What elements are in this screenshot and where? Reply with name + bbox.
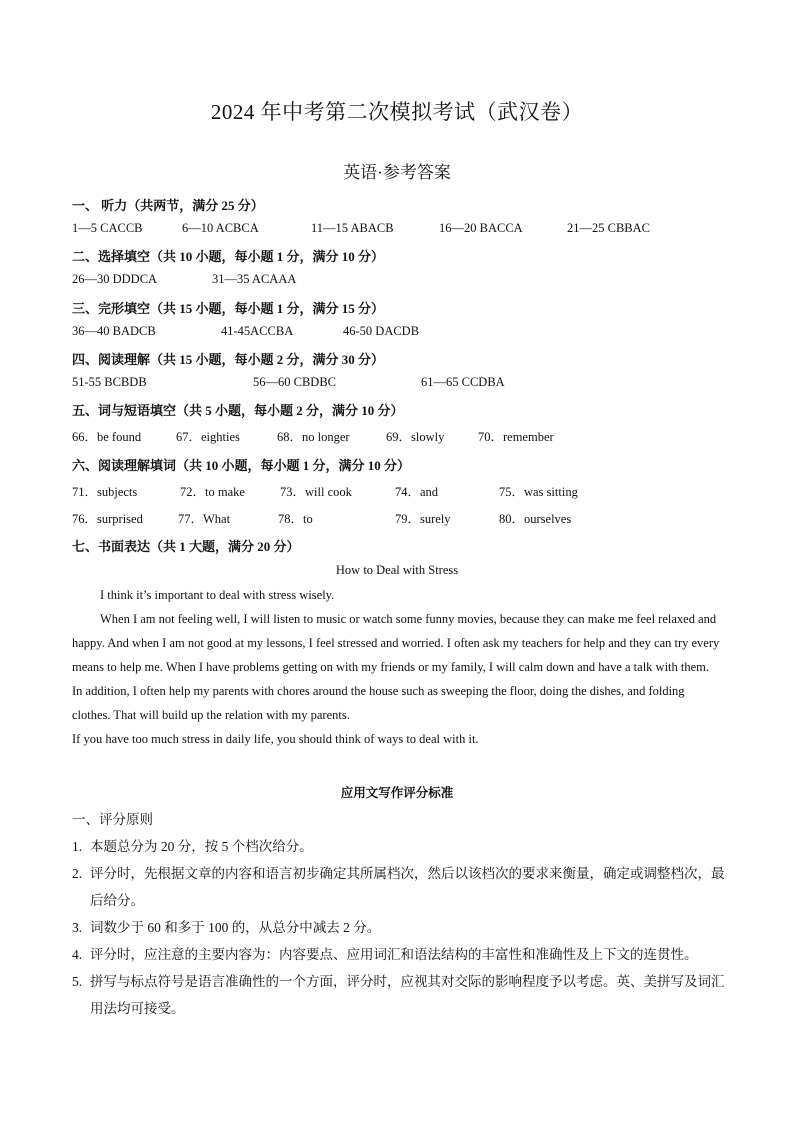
scoring-item-text: 评分时，先根据文章的内容和语言初步确定其所属档次，然后以该档次的要求来衡量，确定或调整档次，最后给分。: [90, 866, 725, 908]
answer-item: 78．to: [278, 512, 313, 526]
answer-item: 73．will cook: [280, 485, 352, 499]
answer-group: 46-50 DACDB: [343, 324, 420, 338]
section-heading-multiple-choice: 二、选择填空（共 10 小题，每小题 1 分，满分 10 分）: [72, 249, 385, 264]
scoring-item-number: 2.: [72, 866, 83, 881]
answer-item: 67．eighties: [176, 430, 240, 444]
answer-group: 41-45ACCBA: [221, 324, 294, 338]
page-subtitle: 英语·参考答案: [343, 163, 451, 182]
answer-group: 6—10 ACBCA: [182, 221, 259, 235]
answer-group: 31—35 ACAAA: [212, 272, 297, 286]
answer-group: 21—25 CBBAC: [567, 221, 651, 235]
essay-paragraph-2: When I am not feeling well, I will listen to music or watch some funny movies, because they can make me feel relaxed and happy. And when I am not good at my lessons, I feel stressed and worried. I often ask my teachers for help and they can try every means to help me. When I have problems getting on with my friends or my family, I will calm down and have a talk with them. In addition, I often help my parents with chores around the house such as sweeping the floor, doing the dishes, and folding clothes. That will build up the relation with my parents.: [72, 612, 720, 722]
scoring-item: [72, 941, 727, 968]
answer-item: 74．and: [395, 485, 439, 499]
answer-item: 68．no longer: [277, 430, 350, 444]
answer-group: 36—40 BADCB: [72, 324, 156, 338]
answer-item: 71．subjects: [72, 485, 138, 499]
answer-item: 70．remember: [478, 430, 554, 444]
answer-item: 72．to make: [180, 485, 245, 499]
scoring-item-number: 5.: [72, 974, 83, 989]
essay-paragraph-1: I think it’s important to deal with stress wisely.: [100, 588, 335, 602]
answer-group: 61—65 CCDBA: [421, 375, 505, 389]
answer-item: 69．slowly: [386, 430, 445, 444]
answer-group: 1—5 CACCB: [72, 221, 143, 235]
scoring-item: [72, 968, 727, 1022]
answer-item: 76．surprised: [72, 512, 143, 526]
essay-title: How to Deal with Stress: [335, 563, 459, 577]
section-heading-listening: 一、 听力（共两节，满分 25 分）: [72, 198, 264, 213]
answer-group: 26—30 DDDCA: [72, 272, 158, 286]
answer-item: 75．was sitting: [499, 485, 578, 499]
section-heading-word-fill: 五、词与短语填空（共 5 小题，每小题 2 分，满分 10 分）: [72, 403, 404, 418]
answer-group: 16—20 BACCA: [439, 221, 523, 235]
section-heading-reading-fill: 六、阅读理解填词（共 10 小题，每小题 1 分，满分 10 分）: [72, 458, 411, 473]
section-heading-reading: 四、阅读理解（共 15 小题，每小题 2 分，满分 30 分）: [72, 352, 385, 367]
answer-item: 77．What: [178, 512, 231, 526]
page-title: 2024 年中考第二次模拟考试（武汉卷）: [210, 100, 584, 124]
scoring-item-text: 本题总分为 20 分，按 5 个档次给分。: [90, 839, 313, 854]
scoring-item: [72, 914, 727, 941]
answer-item: 79．surely: [395, 512, 451, 526]
answer-item: 66．be found: [72, 430, 142, 444]
section-heading-cloze: 三、完形填空（共 15 小题，每小题 1 分，满分 15 分）: [72, 301, 385, 316]
answer-group: 51-55 BCBDB: [72, 375, 147, 389]
scoring-item-text: 拼写与标点符号是语言准确性的一个方面，评分时，应视其对交际的影响程度予以考虑。英、美拼写及词汇用法均可接受。: [90, 974, 725, 1016]
scoring-item-number: 3.: [72, 920, 83, 935]
scoring-item: [72, 860, 727, 914]
answer-item: 80．ourselves: [499, 512, 572, 526]
essay-paragraph-3: If you have too much stress in daily life, you should think of ways to deal with it.: [72, 732, 479, 746]
answer-group: 56—60 CBDBC: [253, 375, 337, 389]
scoring-standard-title: 应用文写作评分标准: [340, 786, 454, 800]
scoring-item: [72, 833, 727, 860]
scoring-item-number: 4.: [72, 947, 83, 962]
scoring-principle-heading: 一、评分原则: [72, 812, 153, 827]
scoring-item-text: 评分时，应注意的主要内容为：内容要点、应用词汇和语法结构的丰富性和准确性及上下文的连贯性。: [90, 947, 698, 962]
scoring-item-number: 1.: [72, 839, 83, 854]
scoring-item-text: 词数少于 60 和多于 100 的，从总分中减去 2 分。: [90, 920, 381, 935]
answer-group: 11—15 ABACB: [311, 221, 394, 235]
section-heading-writing: 七、书面表达（共 1 大题，满分 20 分）: [72, 539, 300, 554]
